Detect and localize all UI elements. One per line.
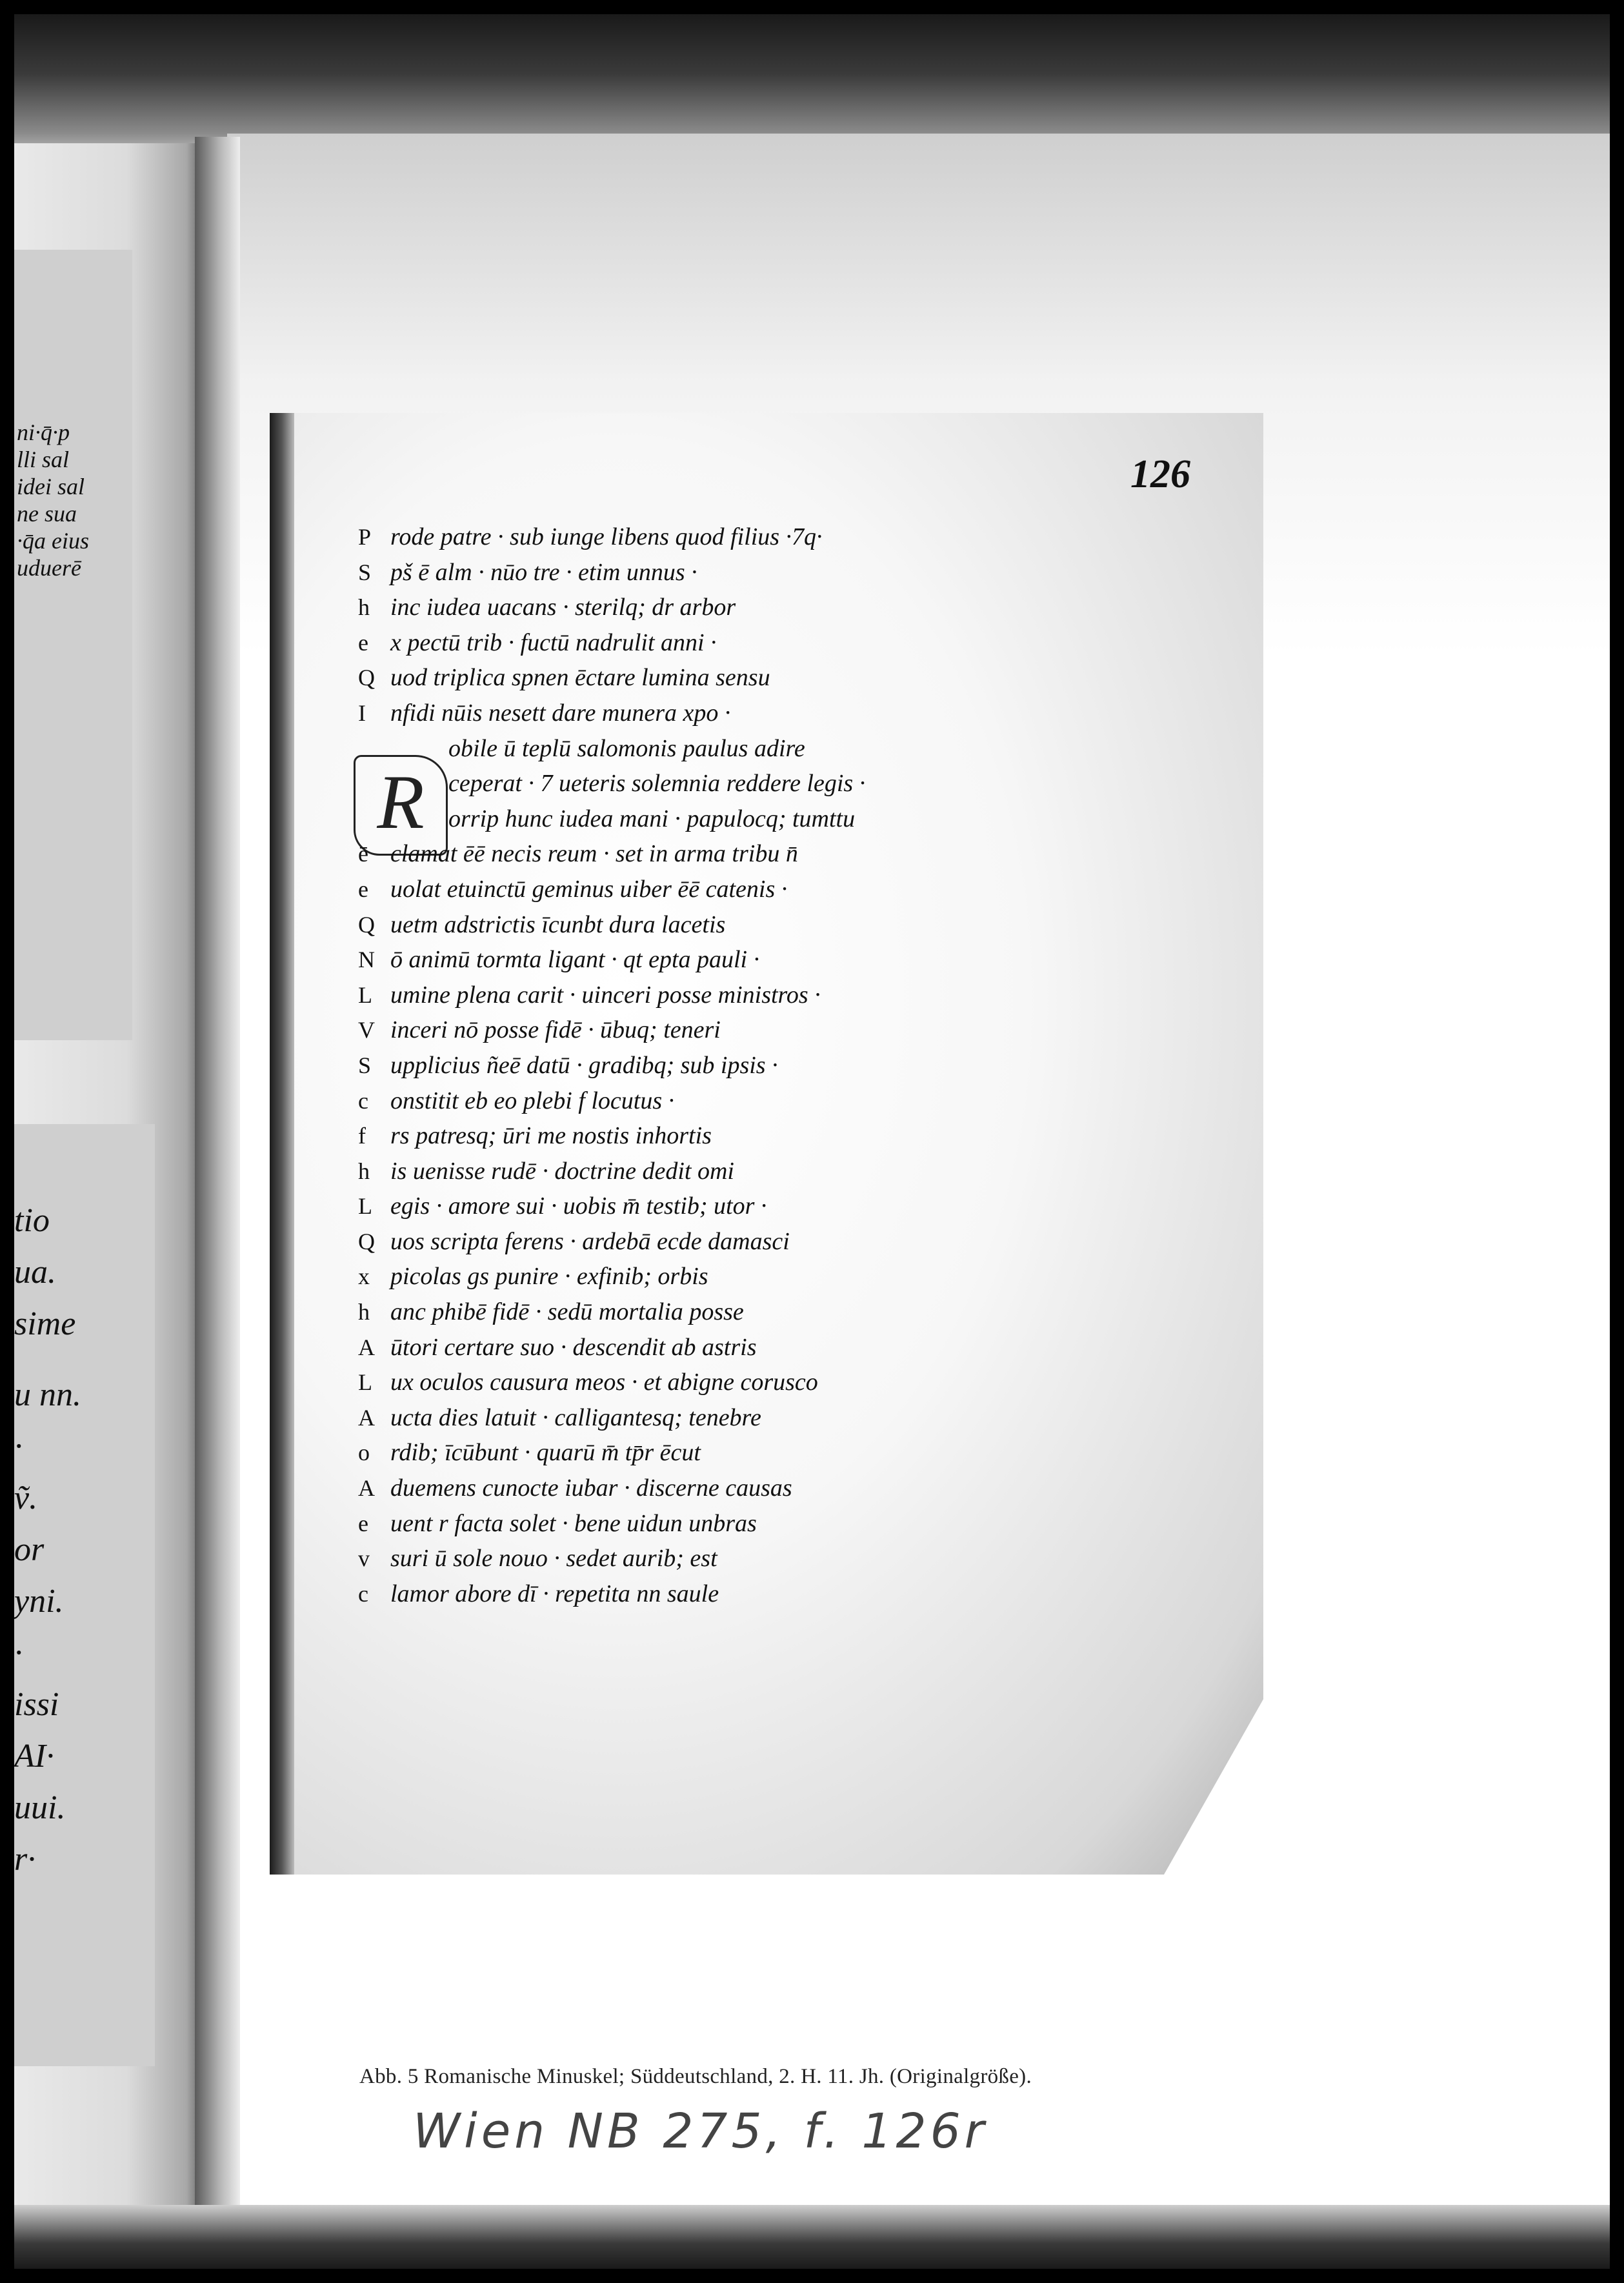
line-initial: L <box>358 981 372 1008</box>
line-initial: h <box>358 1158 370 1184</box>
fragment-line: ·q̄a eius <box>17 528 89 554</box>
manuscript-line <box>358 872 1003 907</box>
fragment-line: yni. <box>14 1583 64 1620</box>
manuscript-line <box>358 942 1003 978</box>
line-text: upplicius ñeē datū · gradibq; sub ipsis · <box>390 1051 778 1079</box>
line-initial: h <box>358 594 370 621</box>
line-text: nfidi nūis nesett dare munera xpo · <box>390 699 731 727</box>
fragment-line: uui. <box>14 1789 66 1826</box>
manuscript-line <box>358 1224 1003 1260</box>
line-initial: P <box>358 524 372 550</box>
line-text: ūtori certare suo · descendit ab astris <box>390 1333 757 1361</box>
fragment-line: · <box>14 1634 23 1671</box>
fragment-line: AI· <box>14 1738 55 1775</box>
line-text: rs patresq; ūri me nostis inhortis <box>390 1122 712 1150</box>
manuscript-line <box>358 907 1003 943</box>
line-initial: A <box>358 1475 375 1502</box>
line-text: lamor abore dī · repetita nn saule <box>390 1580 719 1607</box>
line-text: onstitit eb eo plebi f locutus · <box>390 1087 675 1114</box>
manuscript-line <box>358 801 1003 837</box>
line-initial: A <box>358 1404 375 1431</box>
manuscript-line <box>358 836 1003 872</box>
line-text: uolat etuinctū geminus uiber ēē catenis · <box>390 875 788 903</box>
line-initial: c <box>358 1580 368 1607</box>
line-text: rode patre · sub iunge libens quod filius ·7q· <box>390 523 823 550</box>
fragment-line: r· <box>14 1841 36 1878</box>
line-initial: L <box>358 1369 372 1396</box>
left-page-fragment-bottom <box>14 1124 155 2066</box>
line-initial: ē <box>358 841 368 867</box>
line-text: orrip hunc iudea mani · papulocq; tumttu <box>448 805 856 832</box>
line-text: x pectū trib · fuctū nadrulit anni · <box>390 629 717 656</box>
fragment-line: lli sal <box>17 447 70 472</box>
manuscript-line <box>358 1294 1003 1330</box>
left-page-fragment-top <box>14 250 132 1040</box>
manuscript-line <box>358 1048 1003 1083</box>
manuscript-line <box>358 1330 1003 1365</box>
line-initial: N <box>358 947 375 973</box>
line-initial: v <box>358 1545 370 1572</box>
line-initial: f <box>358 1123 366 1149</box>
line-text: inc iudea uacans · sterilq; dr arbor <box>390 594 736 621</box>
manuscript-line <box>358 519 1003 555</box>
manuscript-line <box>358 696 1003 731</box>
line-text: rdib; īcūbunt · quarū m̄ tp̄r ēcut <box>390 1439 701 1467</box>
line-text: anc phibē fidē · sedū mortalia posse <box>390 1298 744 1326</box>
manuscript-line <box>358 1083 1003 1119</box>
fragment-line: · <box>14 1428 23 1465</box>
manuscript-line <box>358 1435 1003 1471</box>
manuscript-line <box>358 590 1003 625</box>
line-text: egis · amore sui · uobis m̄ testib; utor · <box>390 1192 767 1220</box>
book-gutter <box>195 137 240 2228</box>
line-initial: e <box>358 1510 368 1536</box>
line-text: ux oculos causura meos · et abigne corusco <box>390 1369 818 1396</box>
line-initial: V <box>358 1017 375 1043</box>
figure-caption: Abb. 5 Romanische Minuskel; Süddeutschland, 2. H. 11. Jh. (Originalgröße). <box>359 2065 1032 2088</box>
line-text: pš ē alm · nūo tre · etim unnus · <box>390 558 697 586</box>
line-text: uent r facta solet · bene uidun unbras <box>390 1509 757 1537</box>
manuscript-text-block <box>358 519 1003 1611</box>
line-text: ceperat · 7 ueteris solemnia reddere legis · <box>448 770 866 798</box>
line-text: uetm adstrictis īcunbt dura lacetis <box>390 910 726 938</box>
line-initial: e <box>358 629 368 656</box>
manuscript-line <box>358 1471 1003 1506</box>
line-initial: h <box>358 1299 370 1325</box>
manuscript-line <box>358 1189 1003 1224</box>
line-initial: Q <box>358 911 375 938</box>
manuscript-line <box>358 766 1003 801</box>
manuscript-line <box>358 1541 1003 1576</box>
manuscript-line <box>358 1506 1003 1542</box>
line-initial: L <box>358 1193 372 1220</box>
folio-number: 126 <box>1130 452 1190 496</box>
line-text: suri ū sole nouo · sedet aurib; est <box>390 1545 717 1573</box>
line-text: obile ū teplū salomonis paulus adire <box>448 734 805 762</box>
line-text: is uenisse rudē · doctrine dedit omi <box>390 1157 734 1185</box>
manuscript-line <box>358 1400 1003 1436</box>
line-initial: x <box>358 1263 370 1290</box>
line-initial: S <box>358 559 372 585</box>
fragment-line: or <box>14 1531 45 1568</box>
manuscript-line <box>358 1118 1003 1154</box>
line-text: picolas gs punire · exfinib; orbis <box>390 1263 708 1291</box>
fragment-line: tio <box>14 1202 50 1239</box>
fragment-line: sime <box>14 1305 76 1342</box>
manuscript-binding-edge <box>270 413 294 1875</box>
fragment-line: idei sal <box>17 474 85 499</box>
fragment-line: issi <box>14 1686 59 1723</box>
line-initial: Q <box>358 1228 375 1254</box>
line-initial: e <box>358 876 368 902</box>
fragment-line: ne sua <box>17 501 77 527</box>
line-initial: I <box>358 699 366 726</box>
line-text: uod triplica spnen ēctare lumina sensu <box>390 664 770 692</box>
decorated-initial: R <box>354 755 448 856</box>
manuscript-line <box>358 1259 1003 1294</box>
line-initial: A <box>358 1334 375 1360</box>
manuscript-line <box>358 1154 1003 1189</box>
line-initial: Q <box>358 665 375 691</box>
line-text: ucta dies latuit · calligantesq; tenebre <box>390 1403 761 1431</box>
fragment-line: ṽ. <box>14 1480 38 1516</box>
line-text: inceri nō posse fidē · ūbuq; teneri <box>390 1016 721 1044</box>
line-text: clamat ēē necis reum · set in arma tribu n̄ <box>390 840 798 868</box>
manuscript-line <box>358 1012 1003 1048</box>
bottom-shadow <box>14 2205 1610 2269</box>
line-initial: c <box>358 1087 368 1114</box>
manuscript-line <box>358 660 1003 696</box>
line-text: uos scripta ferens · ardebā ecde damasci <box>390 1227 790 1255</box>
fragment-line: uduerē <box>17 555 81 581</box>
manuscript-line <box>358 625 1003 661</box>
manuscript-line <box>358 731 1003 767</box>
manuscript-line <box>358 1576 1003 1612</box>
manuscript-line <box>358 1365 1003 1400</box>
line-initial: S <box>358 1052 372 1078</box>
fragment-line: ni·q̄·p <box>17 419 70 445</box>
handwritten-shelfmark: Wien NB 275, f. 126r <box>413 2104 988 2159</box>
line-initial: o <box>358 1440 370 1466</box>
fragment-line: ua. <box>14 1254 56 1291</box>
fragment-line: u nn. <box>14 1376 81 1413</box>
line-text: duemens cunocte iubar · discerne causas <box>390 1474 792 1502</box>
line-text: umine plena carit · uinceri posse ministros · <box>390 981 821 1009</box>
manuscript-line <box>358 555 1003 590</box>
manuscript-line <box>358 978 1003 1013</box>
line-text: ō animū tormta ligant · qt epta pauli · <box>390 946 760 974</box>
